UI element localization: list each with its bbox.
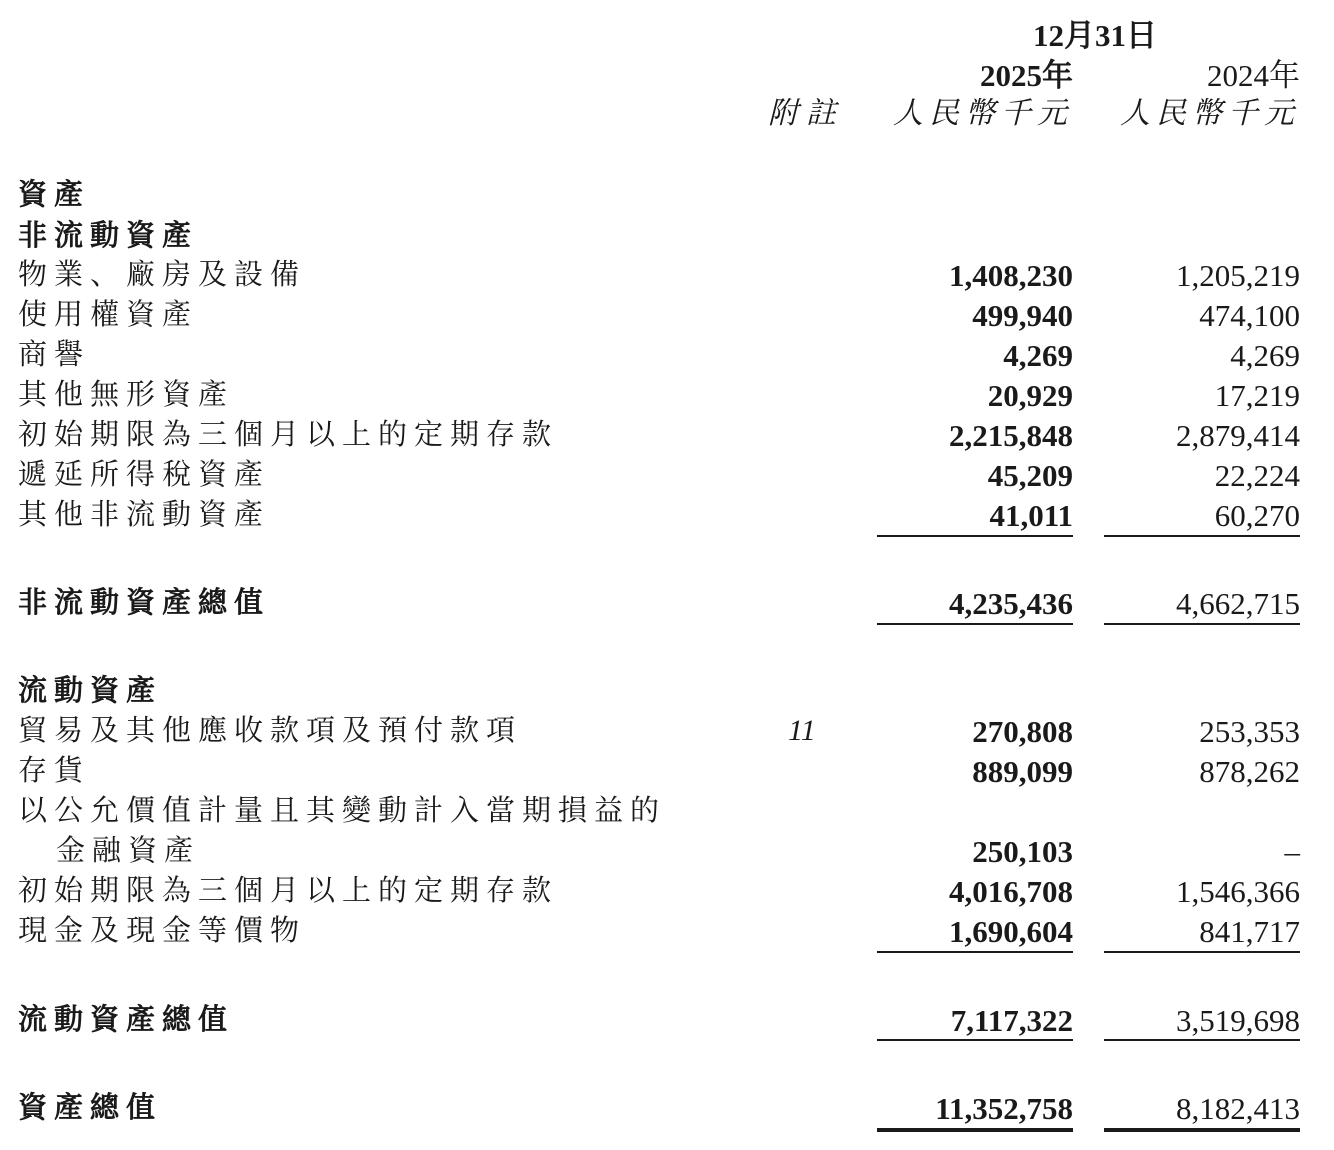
section-non-current-assets: 非流動資產: [18, 218, 199, 252]
non-current-total-current: 4,235,436: [949, 586, 1073, 621]
total-rule: [1104, 623, 1300, 625]
grand-total-rule: [1104, 1128, 1300, 1132]
subtotal-rule: [877, 535, 1073, 537]
subtotal-rule: [1104, 535, 1300, 537]
total-assets-current: 11,352,758: [935, 1091, 1073, 1126]
row-current-value: 250,103: [972, 834, 1073, 869]
row-label: 現金及現金等價物: [18, 913, 307, 947]
row-label: 商譽: [18, 337, 91, 371]
row-current-value: 45,209: [987, 458, 1073, 493]
current-total-current: 7,117,322: [950, 1003, 1073, 1038]
row-label: 貿易及其他應收款項及預付款項: [18, 713, 523, 747]
non-current-total-label: 非流動資產總值: [18, 585, 271, 619]
row-label: 初始期限為三個月以上的定期存款: [18, 417, 559, 451]
header-unit-current: 人民幣千元: [893, 96, 1073, 131]
row-label-continuation: 金融資產: [56, 833, 201, 867]
total-rule: [877, 1039, 1073, 1041]
row-prior-value: 878,262: [1199, 754, 1300, 789]
row-label: 其他非流動資產: [18, 497, 271, 531]
header-year-current: 2025年: [980, 58, 1073, 93]
row-current-value: 889,099: [972, 754, 1073, 789]
header-unit-prior: 人民幣千元: [1120, 96, 1300, 131]
subtotal-rule: [877, 951, 1073, 953]
row-prior-value: 1,205,219: [1176, 258, 1300, 293]
row-prior-value: 22,224: [1214, 458, 1300, 493]
row-prior-value: 474,100: [1199, 298, 1300, 333]
row-current-value: 2,215,848: [949, 418, 1073, 453]
row-prior-value: 4,269: [1230, 338, 1300, 373]
grand-total-rule: [877, 1128, 1073, 1132]
non-current-total-prior: 4,662,715: [1176, 586, 1300, 621]
row-label: 初始期限為三個月以上的定期存款: [18, 873, 559, 907]
row-prior-value: 60,270: [1214, 498, 1300, 533]
row-label: 物業、廠房及設備: [18, 257, 307, 291]
subtotal-rule: [1104, 951, 1300, 953]
row-current-value: 270,808: [972, 714, 1073, 749]
row-prior-value: 17,219: [1214, 378, 1300, 413]
row-prior-value: –: [1284, 834, 1300, 869]
row-current-value: 20,929: [987, 378, 1073, 413]
row-current-value: 1,408,230: [949, 258, 1073, 293]
row-current-value: 41,011: [989, 498, 1073, 533]
current-total-prior: 3,519,698: [1176, 1003, 1300, 1038]
row-prior-value: 1,546,366: [1176, 874, 1300, 909]
section-assets: 資產: [18, 177, 91, 211]
row-current-value: 1,690,604: [949, 914, 1073, 949]
total-assets-prior: 8,182,413: [1176, 1091, 1300, 1126]
row-current-value: 499,940: [972, 298, 1073, 333]
total-assets-label: 資產總值: [18, 1090, 163, 1124]
row-note: 11: [788, 714, 816, 747]
current-total-label: 流動資產總值: [18, 1002, 235, 1036]
row-label: 其他無形資產: [18, 377, 235, 411]
row-label: 遞延所得稅資產: [18, 457, 271, 491]
row-current-value: 4,016,708: [949, 874, 1073, 909]
total-rule: [877, 623, 1073, 625]
row-prior-value: 841,717: [1199, 914, 1300, 949]
total-rule: [1104, 1039, 1300, 1041]
header-year-prior: 2024年: [1207, 58, 1300, 93]
row-prior-value: 253,353: [1199, 714, 1300, 749]
header-note-label: 附註: [768, 96, 844, 131]
row-label: 使用權資產: [18, 297, 199, 331]
row-prior-value: 2,879,414: [1176, 418, 1300, 453]
row-label: 以公允價值計量且其變動計入當期損益的: [18, 793, 667, 827]
header-date: 12月31日: [1033, 18, 1157, 53]
section-current-assets: 流動資產: [18, 673, 163, 707]
row-current-value: 4,269: [1003, 338, 1073, 373]
row-label: 存貨: [18, 753, 91, 787]
